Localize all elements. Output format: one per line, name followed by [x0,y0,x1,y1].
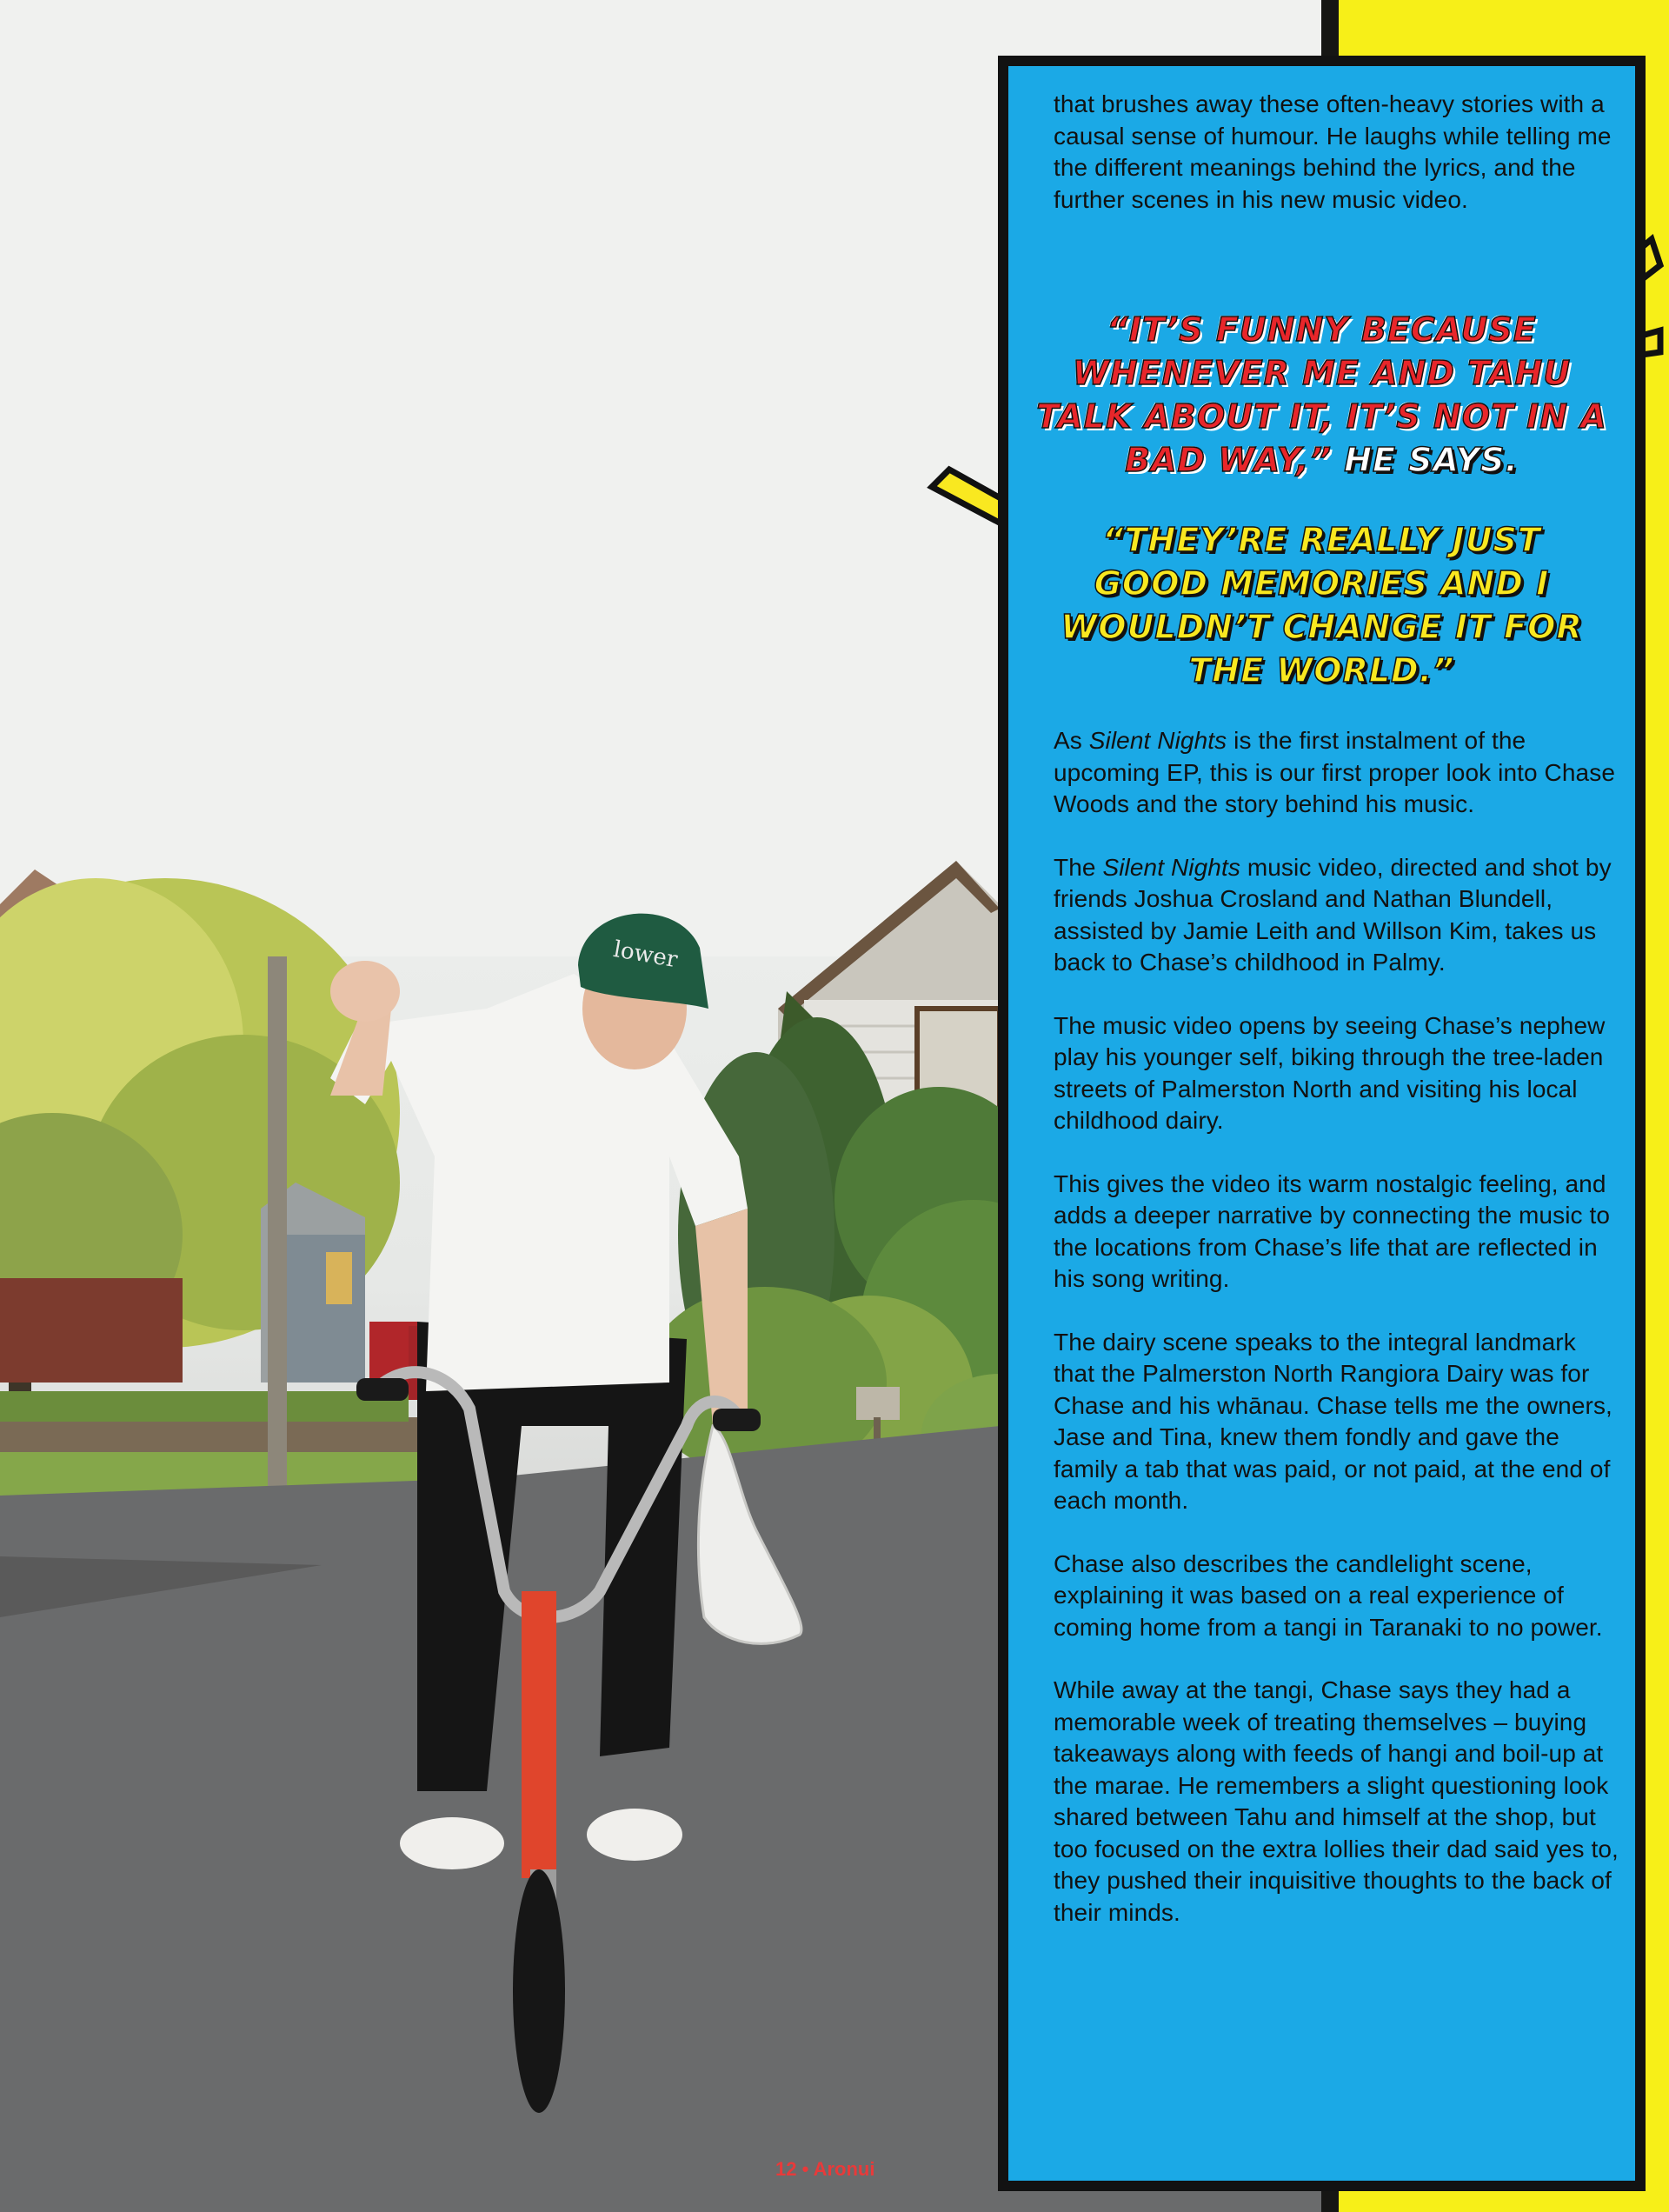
pull-quote-1-line-4-quote: BAD WAY,” [1125,441,1332,479]
paragraph-6: Chase also describes the candlelight scene, explaining it was based on a real experience of coming home from a tangi in Taranaki to no power. [1054,1549,1603,1641]
pull-quote-2-line-2: GOOD MEMORIES AND I [1094,564,1550,603]
pull-quote-2-line-3: WOULDN’T CHANGE IT FOR [1061,608,1583,646]
pull-quote-1-line-1: “IT’S FUNNY BECAUSE [1107,310,1537,349]
pull-quote-1-line-2: WHENEVER ME AND TAHU [1072,354,1572,392]
pull-quote-1 [1008,308,1635,482]
intro-paragraph: that brushes away these often-heavy stories with a causal sense of humour. He laughs while telling me the different meanings behind the lyrics, and the further scenes in his new music video. [1054,90,1612,213]
paragraph-5: The dairy scene speaks to the integral landmark that the Palmerston North Rangiora Dairy was for Chase and his whānau. Chase tells me the owners, Jase and Tina, knew them fondly and gave the family a tab that was paid, or not paid, at the end of each month. [1054,1328,1612,1514]
paragraph-7: While away at the tangi, Chase says they had a memorable week of treating themselves – buying takeaways along with feeds of hangi and boil-up at the marae. He remembers a slight questioning look shared between Tahu and himself at the shop, but too focused on the extra lollies their dad said yes to, they pushed their inquisitive thoughts to the back of their minds. [1054,1676,1619,1926]
pull-quote-2-line-1: “THEY’RE REALLY JUST [1102,521,1541,559]
pull-quote-2 [1008,518,1635,692]
paragraph-4: This gives the video its warm nostalgic feeling, and adds a deeper narrative by connecting the music to the locations from Chase’s life that are reflected in his song writing. [1054,1169,1611,1292]
article-text-panel [998,56,1646,2191]
cap-logo-text: lower [611,936,680,974]
pull-quote-1-attribution: HE SAYS. [1344,441,1519,479]
pull-quote-1-line-4 [1008,438,1635,482]
paragraph-3: The music video opens by seeing Chase’s nephew play his younger self, biking through the tree-laden streets of Palmerston North and visiting his local childhood dairy. [1054,1011,1606,1134]
paragraph-1: As Silent Nights is the first instalment of the upcoming EP, this is our first proper look into Chase Woods and the story behind his music. [1054,727,1615,817]
page-number-label: 12 • Aronui [775,2158,875,2180]
article-body [1054,725,1619,1960]
paragraph-2: The Silent Nights music video, directed and shot by friends Joshua Crosland and Nathan Blundell, assisted by Jamie Leith and Willson Kim, takes us back to Chase’s childhood in Palmy. [1054,853,1612,976]
pull-quote-1-line-3: TALK ABOUT IT, IT’S NOT IN A [1036,397,1607,436]
pull-quote-2-line-4: THE WORLD.” [1188,651,1455,690]
